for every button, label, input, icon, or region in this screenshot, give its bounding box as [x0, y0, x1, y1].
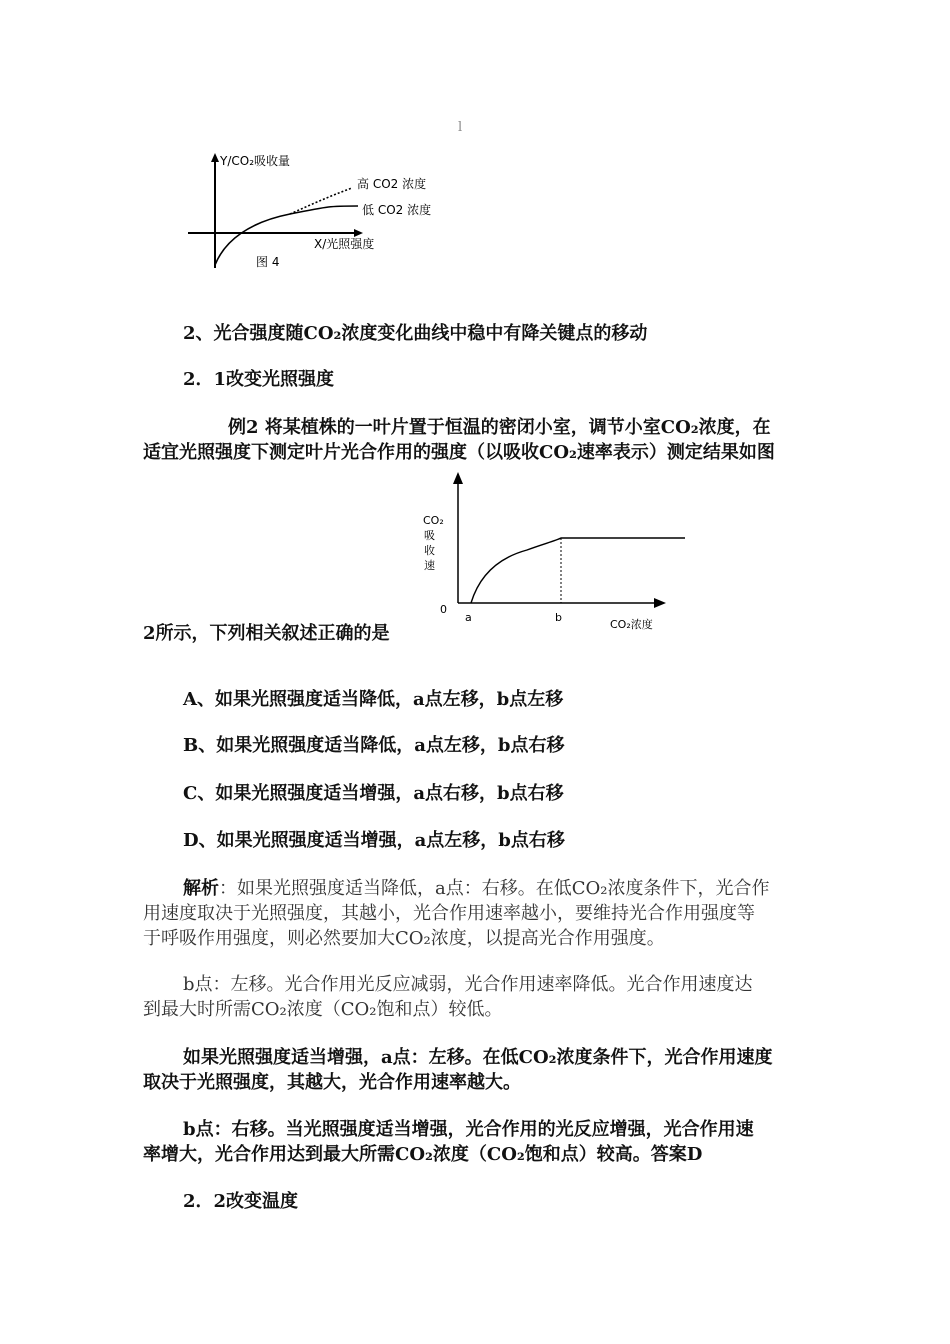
- fig2-curve: [471, 538, 685, 603]
- option-a: A、如果光照强度适当降低，a点左移，b点左移: [183, 689, 564, 710]
- fig2-x-label: CO₂浓度: [610, 618, 653, 631]
- fig4-high-curve: [290, 188, 352, 214]
- option-d: D、如果光照强度适当增强，a点左移，b点右移: [183, 830, 565, 851]
- analysis-p4-line-2: 率增大，光合作用达到最大所需CO₂浓度（CO₂饱和点）较高。答案D: [143, 1144, 703, 1165]
- fig2-point-a-label: a: [465, 611, 472, 624]
- fig4-low-curve: [215, 206, 358, 265]
- example-line-1: 例2 将某植株的一叶片置于恒温的密闭小室，调节小室CO₂浓度，在: [228, 417, 771, 438]
- analysis-p4-line-1: b点：右移。当光照强度适当增强，光合作用的光反应增强，光合作用速: [183, 1119, 754, 1140]
- section-2-2-heading: 2．2改变温度: [183, 1191, 299, 1212]
- analysis-label: 解析: [183, 878, 219, 899]
- example-line-2: 适宜光照强度下测定叶片光合作用的强度（以吸收CO₂速率表示）测定结果如图: [143, 442, 775, 463]
- option-c: C、如果光照强度适当增强，a点右移，b点右移: [183, 783, 564, 804]
- analysis-p3-line-1: 如果光照强度适当增强，a点：左移。在低CO₂浓度条件下，光合作用速度: [183, 1047, 773, 1068]
- fig2-y-arrow: [453, 472, 463, 484]
- fig4-x-arrow: [354, 229, 363, 237]
- section-2-heading: 2、光合强度随CO₂浓度变化曲线中稳中有降关键点的移动: [183, 323, 648, 344]
- fig4-high-label: 高 CO2 浓度: [357, 177, 427, 191]
- figure-4: [180, 150, 480, 275]
- analysis-p1-line-3: 于呼吸作用强度，则必然要加大CO₂浓度，以提高光合作用强度。: [143, 928, 665, 949]
- option-b: B、如果光照强度适当降低，a点左移，b点右移: [183, 735, 565, 756]
- analysis-p3-line-2: 取决于光照强度，其越大，光合作用速率越大。: [143, 1072, 521, 1093]
- fig2-y-label-line-4: 速: [424, 559, 435, 572]
- example-line-3: 2所示，下列相关叙述正确的是: [143, 623, 390, 644]
- analysis-p1-text: ：如果光照强度适当降低，a点：右移。在低CO₂浓度条件下，光合作: [219, 878, 770, 899]
- analysis-p2-line-2: 到最大时所需CO₂浓度（CO₂饱和点）较低。: [143, 999, 503, 1020]
- fig2-x-arrow: [654, 598, 666, 608]
- section-2-1-heading: 2．1改变光照强度: [183, 369, 335, 390]
- fig2-y-label-line-1: CO₂: [423, 514, 444, 527]
- page-mark: l: [458, 120, 463, 135]
- fig2-origin-label: 0: [440, 603, 447, 616]
- analysis-p1-line-1: [183, 877, 769, 901]
- fig4-y-arrow: [211, 153, 219, 162]
- fig4-low-label: 低 CO2 浓度: [362, 203, 432, 217]
- fig2-y-label-line-3: 收: [424, 544, 435, 557]
- fig4-x-label: X/光照强度: [314, 237, 375, 251]
- fig2-y-label-line-2: 吸: [424, 529, 435, 542]
- analysis-p2-line-1: b点：左移。光合作用光反应减弱，光合作用速率降低。光合作用速度达: [183, 974, 753, 995]
- figure-2: [415, 470, 685, 638]
- analysis-p1-line-2: 用速度取决于光照强度，其越小，光合作用速率越小，要维持光合作用强度等: [143, 903, 755, 924]
- fig2-point-b-label: b: [555, 611, 562, 624]
- fig4-y-label: Y/CO₂吸收量: [220, 154, 291, 168]
- fig4-caption: 图 4: [256, 255, 280, 269]
